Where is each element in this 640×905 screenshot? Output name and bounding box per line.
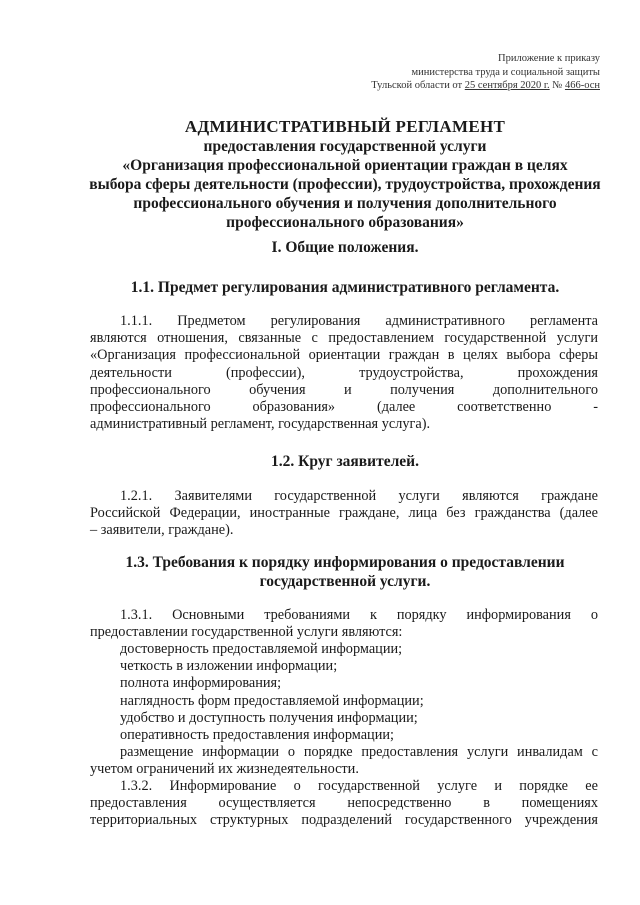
text-line: деятельности (профессии), трудоустройства, прохождения: [90, 364, 598, 381]
text-line: предоставления осуществляется непосредственно в помещениях: [90, 795, 598, 812]
text-line: административный регламент, государственная услуга).: [90, 416, 431, 433]
text-line: профессионального обучения и получения дополнительного: [90, 381, 598, 398]
list-item: наглядность форм предоставляемой информации;: [120, 692, 424, 709]
section-1-heading: I. Общие положения.: [271, 239, 419, 256]
text-line: 1.3.1. Основными требованиями к порядку информирования о: [120, 607, 598, 623]
list-item-last: [90, 744, 598, 778]
appendix-line-1: Приложение к приказу: [498, 53, 600, 64]
title-line-5: профессионального образования»: [226, 214, 464, 231]
text-line: – заявители, граждане).: [90, 522, 234, 539]
section-1-1-heading: 1.1. Предмет регулирования административного регламента.: [130, 279, 560, 296]
paragraph-1-3-2: [90, 778, 598, 830]
requirements-list: [90, 641, 598, 744]
text-line: 1.1.1. Предметом регулирования административного регламента: [120, 313, 598, 329]
title-line-2: «Организация профессиональной ориентации граждан в целях: [122, 157, 568, 174]
text-line: профессионального образования» (далее соответственно -: [90, 399, 598, 416]
text-line: Российской Федерации, иностранные граждане, лица без гражданства (далее: [90, 505, 598, 522]
appendix-line-2: министерства труда и социальной защиты: [411, 66, 600, 78]
text-line: 1.3.2. Информирование о государственной услуге и порядке ее: [120, 778, 598, 794]
section-1-3-heading: [70, 553, 620, 591]
list-item: оперативность предоставления информации;: [120, 727, 394, 744]
title-line-3: выбора сферы деятельности (профессии), трудоустройства, прохождения: [89, 176, 601, 193]
text-line: «Организация профессиональной ориентации граждан в целях выбора сферы: [90, 347, 598, 364]
list-item: удобство и доступность получения информации;: [120, 709, 418, 726]
section-1-3-heading-line-2: государственной услуги.: [259, 573, 431, 590]
paragraph-1-2-1: [90, 488, 598, 540]
paragraph-1-3-1: [90, 607, 598, 641]
document-title: [70, 117, 620, 232]
list-item: полнота информирования;: [120, 675, 282, 692]
text-line: 1.2.1. Заявителями государственной услуги являются граждане: [120, 488, 598, 504]
list-item: достоверность предоставляемой информации;: [120, 641, 403, 657]
text-line: территориальных структурных подразделений государственного учреждения: [90, 812, 598, 829]
number-sign: №: [549, 80, 565, 91]
text-line: предоставлении государственной услуги являются:: [90, 624, 403, 641]
text-line: размещение информации о порядке предоставления услуги инвалидам с: [120, 744, 598, 760]
section-1-3-heading-line-1: 1.3. Требования к порядку информирования о предоставлении: [125, 554, 565, 571]
title-line-1: предоставления государственной услуги: [203, 138, 487, 155]
text-line: учетом ограничений их жизнедеятельности.: [90, 761, 359, 778]
title-main: АДМИНИСТРАТИВНЫЙ РЕГЛАМЕНТ: [184, 117, 506, 136]
appendix-region: Тульской области от: [371, 80, 465, 91]
order-number: 466-осн: [564, 80, 600, 91]
order-appendix-note: [371, 52, 600, 93]
text-line: являются отношения, связанные с предоставлением государственной услуги: [90, 330, 598, 347]
appendix-line-3: [371, 79, 600, 93]
order-date: 25 сентября 2020 г.: [464, 80, 550, 91]
paragraph-1-1-1: [90, 313, 598, 433]
section-1-2-heading: 1.2. Круг заявителей.: [271, 453, 419, 470]
title-line-4: профессионального обучения и получения дополнительного: [133, 195, 557, 212]
list-item: четкость в изложении информации;: [120, 658, 338, 675]
